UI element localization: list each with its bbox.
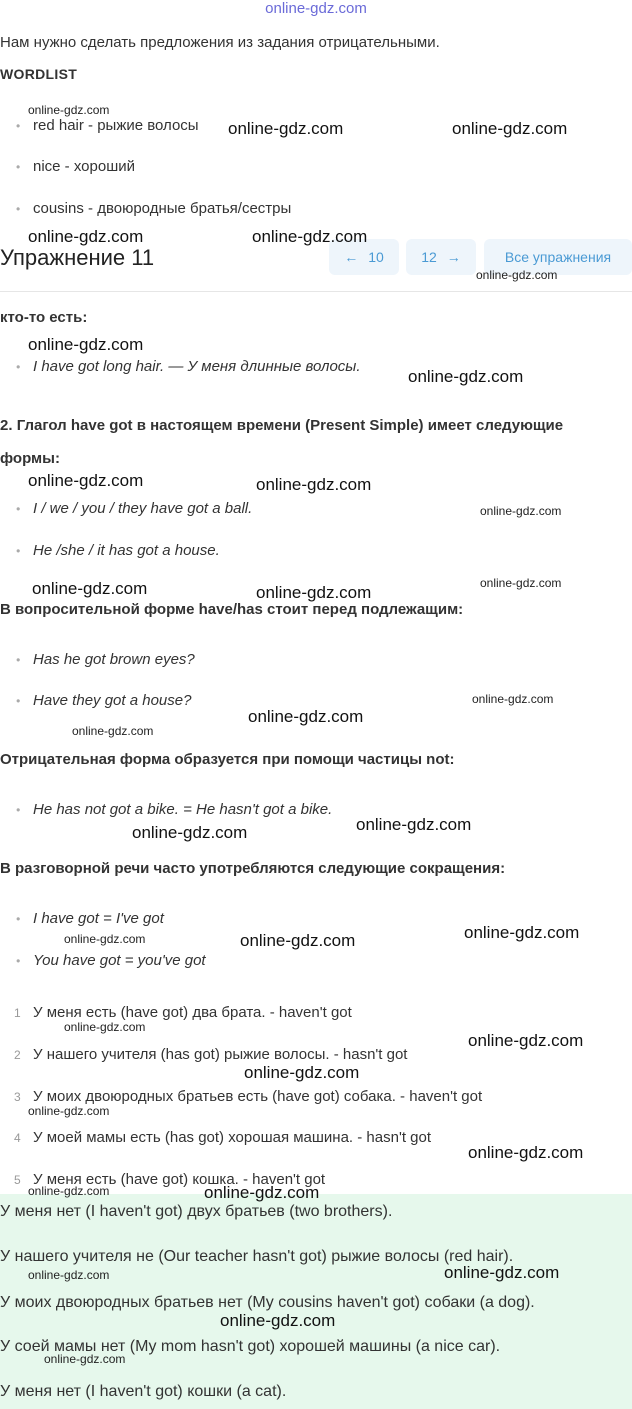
task-text: У моих двоюродных братьев есть (have got) собака. - haven't got: [33, 1088, 483, 1105]
wordlist-item: • nice - хороший: [33, 158, 135, 175]
task-text: У нашего учителя (has got) рыжие волосы. - hasn't got: [33, 1046, 408, 1063]
watermark: online-gdz.com: [248, 707, 364, 726]
task-number: 5: [14, 1173, 21, 1187]
watermark: online-gdz.com: [44, 1352, 126, 1366]
watermark: online-gdz.com: [256, 475, 372, 494]
theory-example: • I have got long hair. — У меня длинные волосы.: [33, 358, 361, 375]
theory-point-2-cont: формы:: [0, 450, 60, 467]
wordlist-title: WORDLIST: [0, 66, 78, 82]
watermark: online-gdz.com: [28, 1268, 110, 1282]
arrow-right-icon: →: [446, 249, 461, 265]
watermark: online-gdz.com: [28, 1104, 110, 1118]
watermark: online-gdz.com: [28, 1184, 110, 1198]
wordlist-item: • cousins - двоюродные братья/сестры: [33, 200, 291, 217]
watermark: online-gdz.com: [244, 1063, 360, 1082]
watermark: online-gdz.com: [28, 335, 144, 354]
task-number: 3: [14, 1090, 21, 1104]
form-example: • He /she / it has got a house.: [33, 542, 220, 559]
watermark: online-gdz.com: [28, 103, 110, 117]
watermark: online-gdz.com: [28, 227, 144, 246]
watermark: online-gdz.com: [132, 823, 248, 842]
watermark: online-gdz.com: [464, 923, 580, 942]
answer-line: У соей мамы нет (My mom hasn't got) хорошей машины (a nice car).: [0, 1338, 501, 1355]
watermark: online-gdz.com: [228, 119, 344, 138]
task-text: У моей мамы есть (has got) хорошая машина. - hasn't got: [33, 1129, 432, 1146]
next-exercise-label: 12: [421, 249, 437, 265]
watermark: online-gdz.com: [452, 119, 568, 138]
wordlist-item: • red hair - рыжие волосы: [33, 117, 199, 134]
answer-line: У меня нет (I haven't got) кошки (a cat).: [0, 1383, 287, 1400]
point-number: 2.: [0, 417, 13, 434]
watermark: online-gdz.com: [204, 1183, 320, 1202]
negative-example: • He has not got a bike. = He hasn't got a bike.: [33, 801, 332, 818]
negative-rule: Отрицательная форма образуется при помощи частицы not:: [0, 751, 455, 768]
task-text: У меня есть (have got) кошка. - haven't got: [33, 1171, 326, 1188]
all-exercises-button[interactable]: Все упражнения: [484, 239, 632, 275]
watermark: online-gdz.com: [476, 268, 558, 282]
intro-text: Нам нужно сделать предложения из задания отрицательными.: [0, 34, 440, 51]
watermark: online-gdz.com: [252, 227, 368, 246]
watermark: online-gdz.com: [356, 815, 472, 834]
task-number: 1: [14, 1006, 21, 1020]
watermark: online-gdz.com: [240, 931, 356, 950]
contraction-example: • You have got = you've got: [33, 952, 206, 969]
answer-line: У меня нет (I haven't got) двух братьев (two brothers).: [0, 1203, 393, 1220]
next-exercise-button[interactable]: [406, 239, 476, 275]
question-example: • Has he got brown eyes?: [33, 651, 195, 668]
contraction-example: • I have got = I've got: [33, 910, 164, 927]
watermark: online-gdz.com: [256, 583, 372, 602]
watermark: online-gdz.com: [480, 576, 562, 590]
watermark: online-gdz.com: [64, 932, 146, 946]
question-example: • Have they got a house?: [33, 692, 191, 709]
theory-lead-cut: кто-то есть:: [0, 309, 88, 326]
watermark: online-gdz.com: [72, 724, 154, 738]
arrow-left-icon: ←: [344, 249, 359, 265]
watermark: online-gdz.com: [32, 579, 148, 598]
contraction-rule: В разговорной речи часто употребляются следующие сокращения:: [0, 860, 506, 877]
watermark: online-gdz.com: [472, 692, 554, 706]
answer-line: У нашего учителя не (Our teacher hasn't got) рыжие волосы (red hair).: [0, 1248, 514, 1265]
watermark: online-gdz.com: [408, 367, 524, 386]
answer-line: У моих двоюродных братьев нет (My cousins haven't got) собаки (a dog).: [0, 1294, 535, 1311]
point-text: Глагол have got в настоящем времени (Present Simple) имеет следующие: [16, 417, 564, 434]
divider: [0, 291, 632, 292]
watermark: online-gdz.com: [480, 504, 562, 518]
watermark: online-gdz.com: [468, 1143, 584, 1162]
theory-point-2: [0, 417, 563, 434]
watermark: online-gdz.com: [220, 1311, 336, 1330]
exercise-title: Упражнение 11: [0, 245, 155, 270]
watermark: online-gdz.com: [64, 1020, 146, 1034]
prev-exercise-label: 10: [368, 249, 384, 265]
task-text: У меня есть (have got) два брата. - haven't got: [33, 1004, 352, 1021]
task-number: 2: [14, 1048, 21, 1062]
watermark: online-gdz.com: [468, 1031, 584, 1050]
watermark: online-gdz.com: [28, 471, 144, 490]
form-example: • I / we / you / they have got a ball.: [33, 500, 252, 517]
watermark: online-gdz.com: [444, 1263, 560, 1282]
question-rule: В вопросительной форме have/has стоит перед подлежащим:: [0, 601, 464, 618]
task-number: 4: [14, 1131, 21, 1145]
site-header-watermark: online-gdz.com: [265, 0, 367, 17]
